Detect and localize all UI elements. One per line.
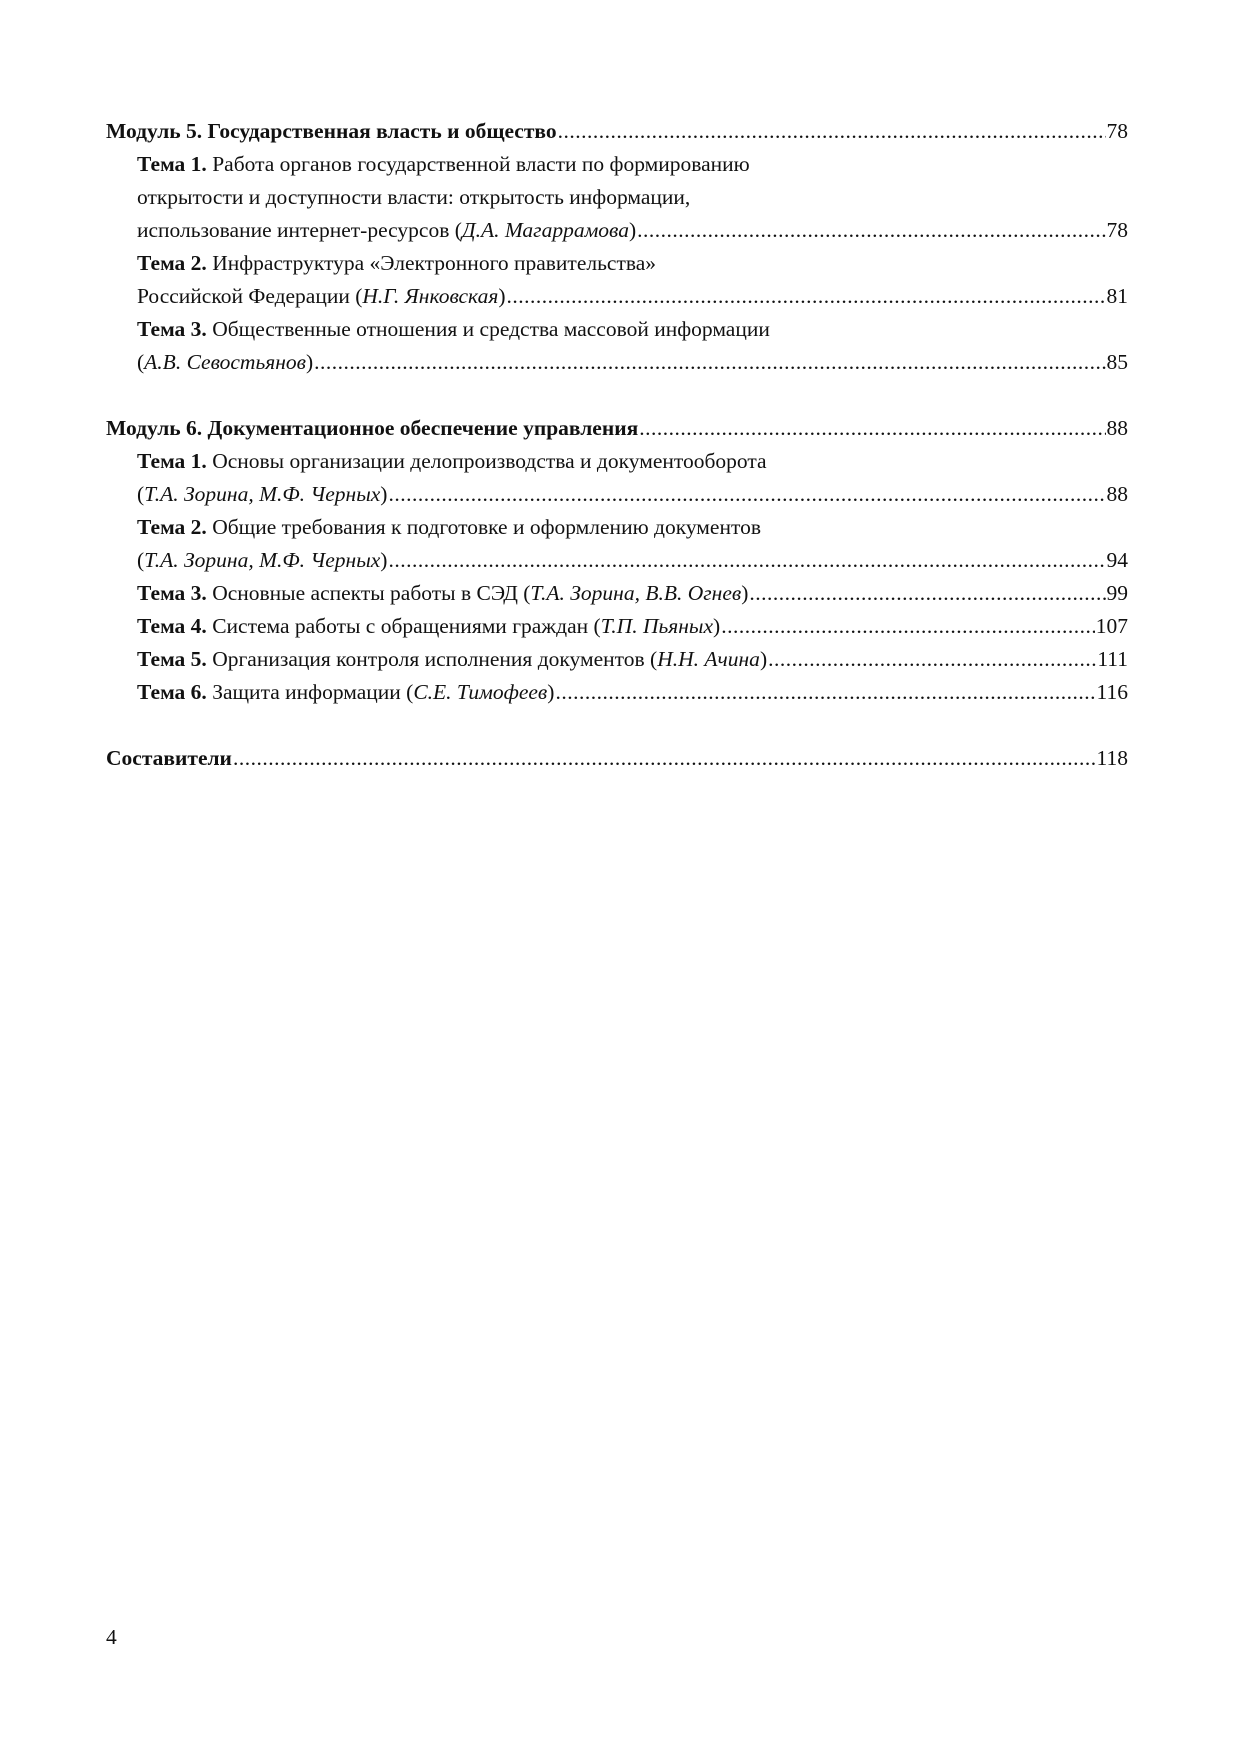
leader-dots (388, 544, 1105, 577)
topic-title: Основные аспекты работы в СЭД ( (212, 581, 531, 605)
toc-module-5[interactable] (106, 115, 1128, 148)
page-ref: 107 (1095, 614, 1128, 638)
toc-topic-6-6[interactable] (106, 676, 1128, 709)
topic-title: Общие требования к подготовке и оформлению документов (212, 515, 761, 539)
spacer (106, 709, 1128, 742)
leader-dots (558, 115, 1106, 148)
paren: ) (547, 680, 555, 704)
toc-topic-5-3-line-1[interactable] (106, 313, 1128, 346)
toc-topic-5-1-line-1[interactable] (106, 148, 1128, 181)
topic-author: А.В. Севостьянов (144, 350, 306, 374)
module-title: Модуль 5. Государственная власть и общество (106, 119, 557, 143)
leader-dots (749, 577, 1105, 610)
paren: ) (759, 647, 768, 671)
topic-author: Т.А. Зорина, В.В. Огнев (530, 581, 742, 605)
topic-label: Тема 6. (137, 680, 207, 704)
toc-topic-5-2-line-1[interactable] (106, 247, 1128, 280)
paren: ) (306, 350, 314, 374)
toc-topic-6-2-line-2[interactable] (106, 544, 1128, 577)
page-ref: 78 (1106, 218, 1128, 242)
page-ref: 111 (1097, 647, 1128, 671)
toc-compilers[interactable] (106, 742, 1128, 775)
paren: ) (713, 614, 721, 638)
section-title: Составители (106, 746, 232, 770)
page-ref: 118 (1096, 746, 1128, 770)
paren: ) (380, 548, 388, 572)
topic-label: Тема 3. (137, 581, 207, 605)
topic-author: Д.А. Магаррамова (461, 218, 629, 242)
toc-topic-6-1-line-1[interactable] (106, 445, 1128, 478)
topic-label: Тема 1. (137, 449, 207, 473)
topic-title: Основы организации делопроизводства и документооборота (212, 449, 767, 473)
page-ref: 88 (1106, 416, 1128, 440)
leader-dots (314, 346, 1105, 379)
leader-dots (768, 643, 1096, 676)
page-ref: 88 (1106, 482, 1128, 506)
topic-title-cont: Российской Федерации ( (137, 284, 363, 308)
page-ref: 78 (1106, 119, 1128, 143)
topic-label: Тема 3. (137, 317, 207, 341)
page-ref: 81 (1106, 284, 1128, 308)
topic-title: Система работы с обращениями граждан ( (212, 614, 601, 638)
module-title: Модуль 6. Документационное обеспечение управления (106, 416, 639, 440)
toc-module-6[interactable] (106, 412, 1128, 445)
toc-topic-5-1-line-3[interactable] (106, 214, 1128, 247)
paren: ( (137, 548, 145, 572)
spacer (106, 379, 1128, 412)
topic-author: Н.Г. Янковская (362, 284, 499, 308)
paren: ) (498, 284, 506, 308)
topic-title: Работа органов государственной власти по формированию (212, 152, 750, 176)
leader-dots (388, 478, 1105, 511)
page-ref: 94 (1106, 548, 1128, 572)
topic-title: Общественные отношения и средства массовой информации (212, 317, 770, 341)
leader-dots (637, 214, 1105, 247)
topic-label: Тема 4. (137, 614, 207, 638)
topic-author: Т.А. Зорина, М.Ф. Черных (144, 548, 381, 572)
toc-topic-6-2-line-1[interactable] (106, 511, 1128, 544)
topic-author: Н.Н. Ачина (657, 647, 760, 671)
topic-title-cont: открытости и доступности власти: открытость информации, (137, 185, 691, 209)
topic-author: С.Е. Тимофеев (413, 680, 548, 704)
paren: ( (137, 482, 145, 506)
leader-dots (721, 610, 1095, 643)
topic-title-cont: использование интернет-ресурсов ( (137, 218, 462, 242)
page-ref: 116 (1096, 680, 1128, 704)
topic-title: Организация контроля исполнения документов ( (212, 647, 658, 671)
topic-label: Тема 5. (137, 647, 207, 671)
toc-topic-5-1-line-2 (106, 181, 1128, 214)
leader-dots (233, 742, 1096, 775)
paren: ) (741, 581, 749, 605)
topic-title: Защита информации ( (212, 680, 414, 704)
topic-author: Т.П. Пьяных (600, 614, 714, 638)
topic-author: Т.А. Зорина, М.Ф. Черных (144, 482, 381, 506)
topic-label: Тема 1. (137, 152, 207, 176)
leader-dots (507, 280, 1106, 313)
topic-label: Тема 2. (137, 515, 207, 539)
toc-topic-6-4[interactable] (106, 610, 1128, 643)
toc-topic-6-1-line-2[interactable] (106, 478, 1128, 511)
topic-title: Инфраструктура «Электронного правительства» (212, 251, 657, 275)
paren: ) (380, 482, 388, 506)
toc-topic-6-5[interactable] (106, 643, 1128, 676)
page-number: 4 (106, 1625, 117, 1649)
paren: ( (137, 350, 145, 374)
leader-dots (555, 676, 1095, 709)
page-ref: 85 (1106, 350, 1128, 374)
toc-topic-6-3[interactable] (106, 577, 1128, 610)
page-ref: 99 (1106, 581, 1128, 605)
paren: ) (628, 218, 637, 242)
toc-topic-5-2-line-2[interactable] (106, 280, 1128, 313)
leader-dots (639, 412, 1105, 445)
table-of-contents (106, 115, 1128, 775)
toc-topic-5-3-line-2[interactable] (106, 346, 1128, 379)
topic-label: Тема 2. (137, 251, 207, 275)
